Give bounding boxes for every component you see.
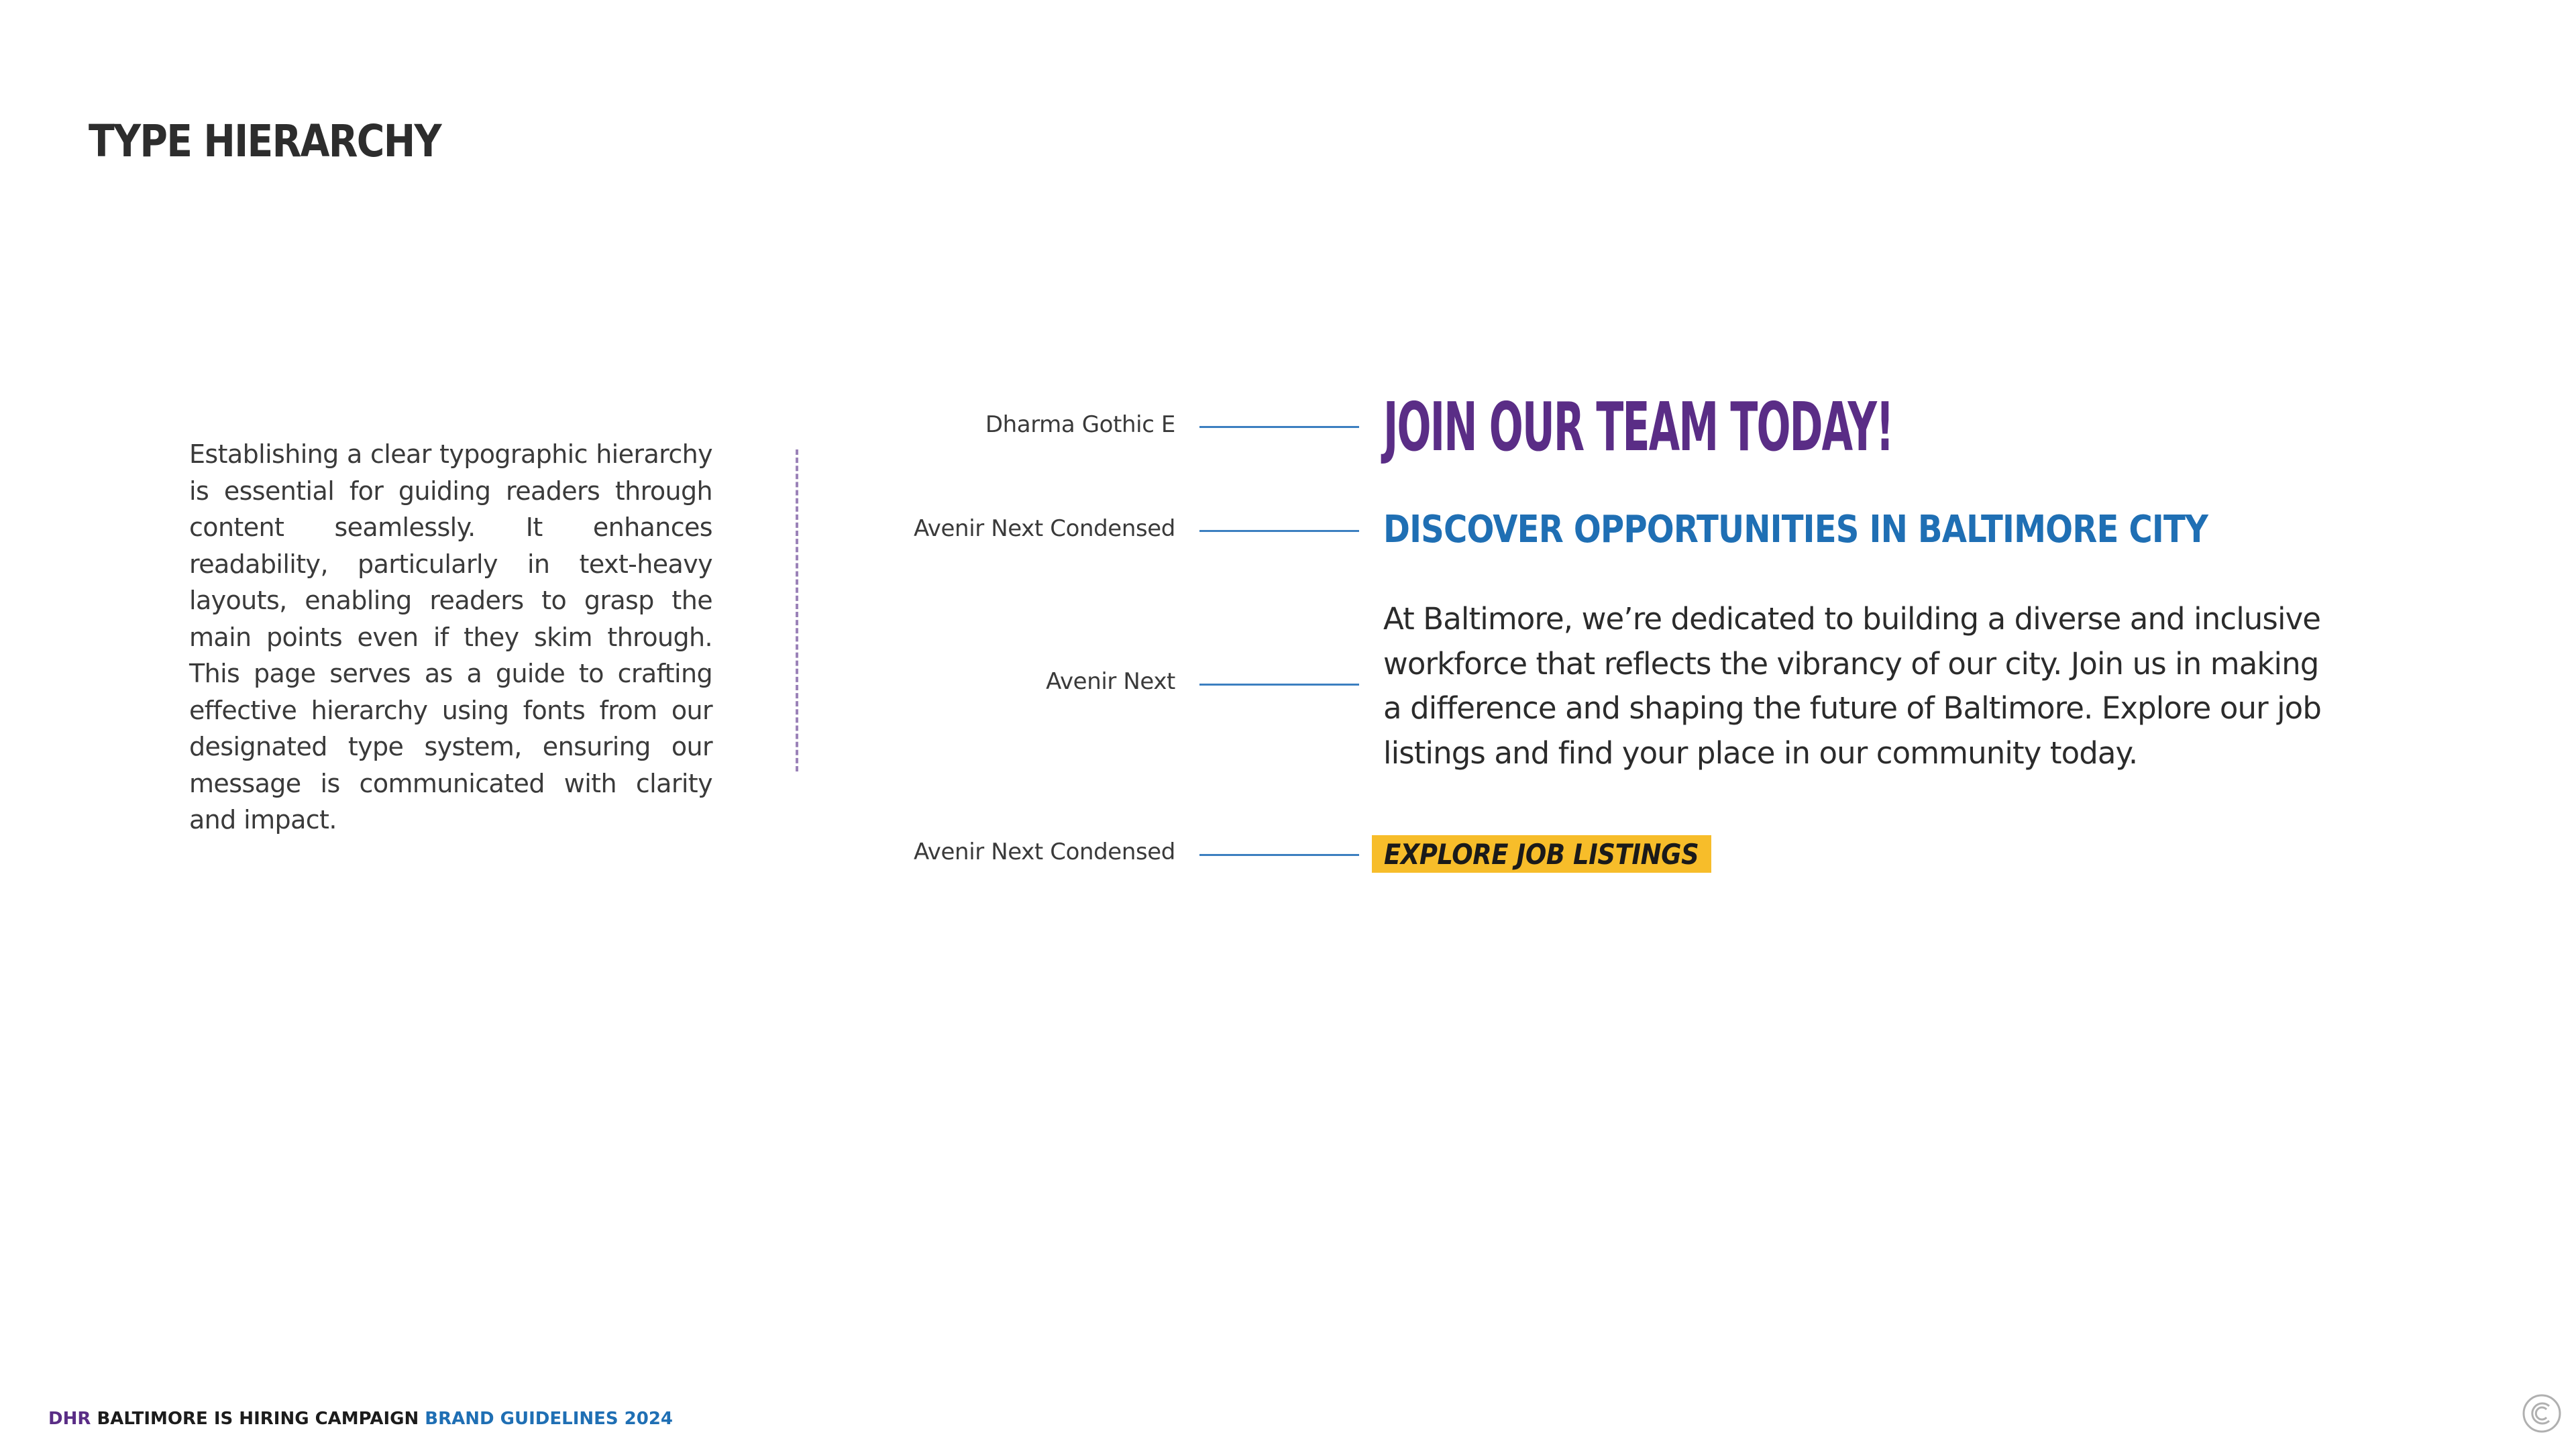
- sample-subheading: DISCOVER OPPORTUNITIES IN BALTIMORE CITY: [1383, 508, 2208, 551]
- page-title: TYPE HIERARCHY: [89, 115, 441, 167]
- footer: [48, 1409, 673, 1429]
- dashed-divider: [796, 449, 798, 771]
- connector-line-subheading: [1199, 530, 1359, 532]
- sample-body-text: At Baltimore, we’re dedicated to building a diverse and inclusive workforce that reflects the vibrancy of our city. Join us in making a difference and shaping the future of Baltimore. Explore our job listings and find your place in our community today.: [1383, 601, 2321, 771]
- intro-paragraph: Establishing a clear typographic hierarchy is essential for guiding readers through content seamlessly. It enhances readability, particularly in text-heavy layouts, enabling readers to grasp the main points even if they skim through. This page serves as a guide to crafting effective hierarchy using fonts from our designated type system, ensuring our message is communicated with clarity and impact.: [189, 439, 712, 835]
- footer-guidelines: BRAND GUIDELINES 2024: [425, 1409, 674, 1429]
- footer-dhr: DHR: [48, 1409, 91, 1429]
- cta-label: EXPLORE JOB LISTINGS: [1384, 837, 1699, 871]
- footer-campaign: BALTIMORE IS HIRING CAMPAIGN: [97, 1409, 419, 1429]
- font-label-heading: Dharma Gothic E: [985, 411, 1175, 438]
- font-label-body: Avenir Next: [1046, 668, 1175, 695]
- connector-line-cta: [1199, 854, 1359, 856]
- sample-heading: JOIN OUR TEAM TODAY!: [1383, 388, 1893, 466]
- connector-line-body: [1199, 684, 1359, 686]
- circular-c-logo-icon: [2521, 1393, 2563, 1434]
- explore-job-listings-button[interactable]: [1372, 835, 1711, 873]
- font-label-subheading: Avenir Next Condensed: [913, 515, 1175, 542]
- connector-line-heading: [1199, 426, 1359, 428]
- font-label-cta: Avenir Next Condensed: [913, 839, 1175, 865]
